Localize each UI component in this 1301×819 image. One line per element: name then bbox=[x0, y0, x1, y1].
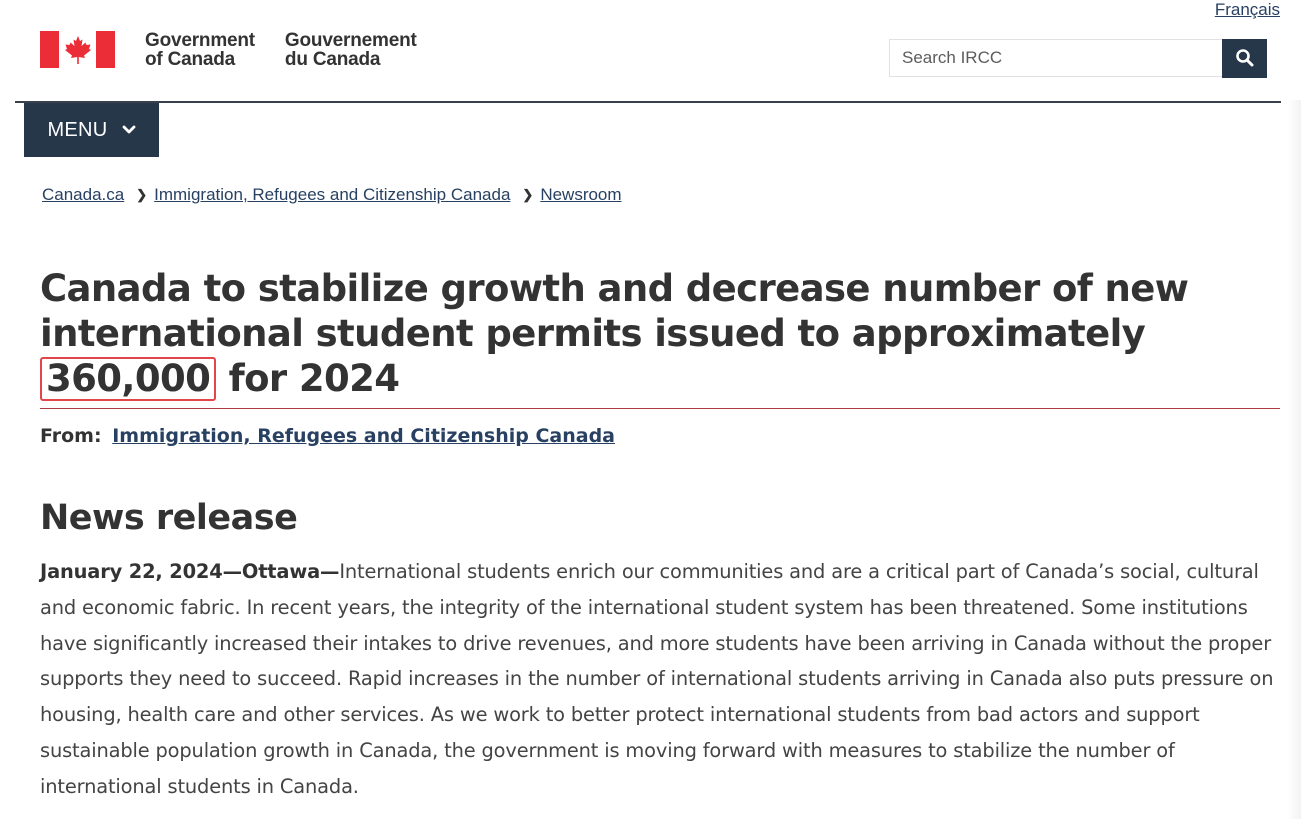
search-button[interactable] bbox=[1222, 39, 1267, 78]
signature-fr-line2: du Canada bbox=[284, 49, 381, 70]
breadcrumb-canada[interactable]: Canada.ca bbox=[42, 185, 125, 204]
article-dateline: January 22, 2024—Ottawa— bbox=[40, 560, 340, 583]
maple-leaf-icon bbox=[63, 35, 93, 65]
search-icon bbox=[1235, 48, 1255, 68]
header-divider bbox=[15, 101, 1281, 103]
menu-button[interactable] bbox=[24, 103, 159, 157]
signature-english bbox=[145, 31, 255, 69]
chevron-down-icon bbox=[122, 125, 136, 135]
language-toggle-link[interactable]: Français bbox=[1214, 0, 1280, 19]
search-form bbox=[889, 39, 1267, 78]
signature-french bbox=[285, 31, 417, 69]
news-release-heading: News release bbox=[40, 498, 298, 538]
signature-fr-line1: Gouvernement bbox=[284, 30, 417, 51]
title-underline bbox=[40, 408, 1280, 409]
breadcrumb-newsroom[interactable]: Newsroom bbox=[540, 185, 622, 204]
search-input[interactable] bbox=[889, 39, 1222, 77]
title-text-start: Canada to stabilize growth and decrease number of new international student permits issued to approximately bbox=[40, 267, 1189, 355]
article-body bbox=[40, 554, 1285, 805]
page-edge-shadow bbox=[1287, 100, 1301, 819]
page-title bbox=[40, 266, 1280, 401]
from-label: From: bbox=[40, 425, 102, 447]
from-department-link[interactable]: Immigration, Refugees and Citizenship Canada bbox=[112, 425, 615, 447]
article-body-text: International students enrich our communities and are a critical part of Canada’s social, cultural and economic fabric. In recent years, the integrity of the international student system has been threatened. Some institutions have significantly increased their intakes to drive revenues, and more students have been arriving in Canada without the proper supports they need to succeed. Rapid increases in the number of international students arriving in Canada also puts pressure on housing, health care and other services. As we work to better protect international students from bad actors and support sustainable population growth in Canada, the government is moving forward with measures to stabilize the number of international students in Canada. bbox=[40, 560, 1274, 798]
breadcrumb-ircc[interactable]: Immigration, Refugees and Citizenship Canada bbox=[154, 185, 511, 204]
chevron-right-icon: ❯ bbox=[136, 187, 148, 202]
signature-en-line1: Government bbox=[145, 30, 255, 51]
title-text-end: for 2024 bbox=[216, 357, 400, 400]
title-highlight-number: 360,000 bbox=[40, 357, 216, 401]
breadcrumb bbox=[42, 185, 622, 205]
government-signature[interactable] bbox=[40, 31, 417, 69]
canada-flag-icon bbox=[40, 31, 115, 68]
from-line bbox=[40, 425, 615, 447]
signature-en-line2: of Canada bbox=[145, 49, 236, 70]
menu-label: MENU bbox=[47, 118, 108, 141]
chevron-right-icon: ❯ bbox=[522, 187, 534, 202]
